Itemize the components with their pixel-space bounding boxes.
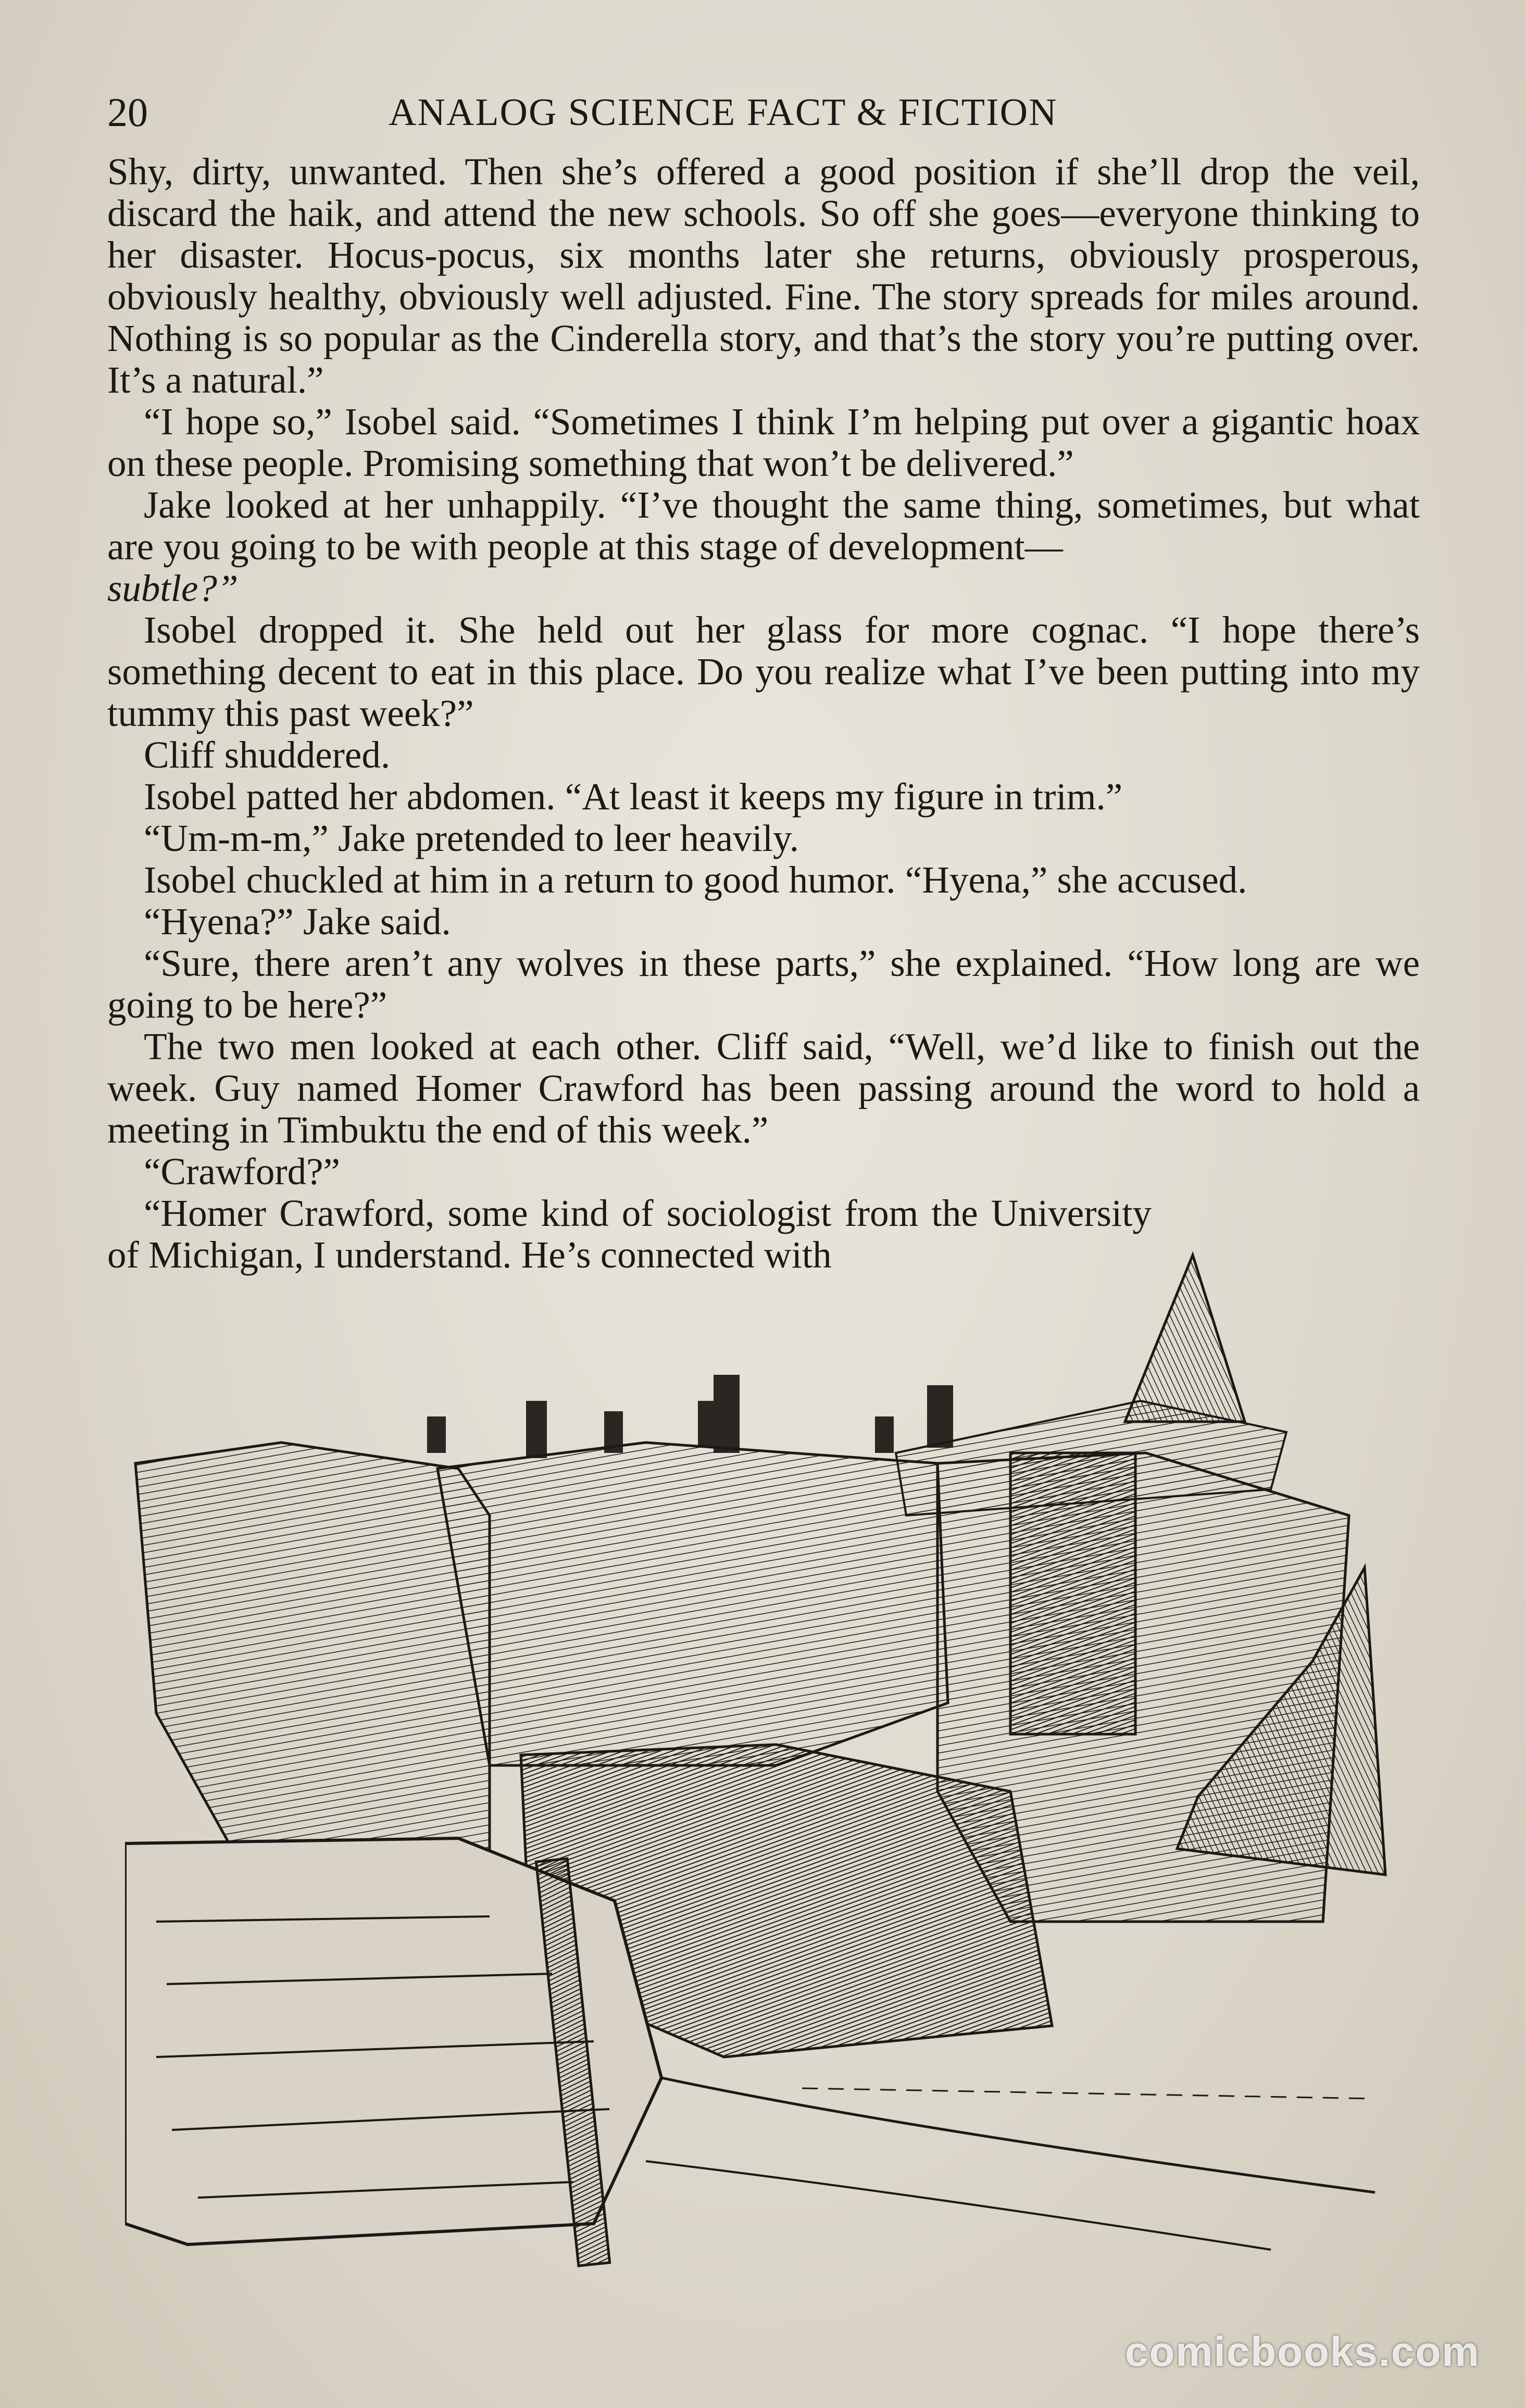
paragraph-4: Isobel dropped it. She held out her glass for more cognac. “I hope there’s something decent to eat in this place. Do you realize what I’ve been putting into my tummy this past week?” (107, 609, 1420, 734)
paragraph-1: Shy, dirty, unwanted. Then she’s offered a good position if she’ll drop the veil, discard the haik, and attend the new schools. So off she goes—everyone thinking to her disaster. Hocus-pocus, six months later she returns, obviously prosperous, obviously healthy, obviously well adjusted. Fine. The story spreads for miles around. Nothing is so popular as the Cinderella story, and that’s the story you’re putting over. It’s a natural.” (107, 150, 1420, 401)
page-number: 20 (107, 90, 148, 135)
paragraph-5: Cliff shuddered. (144, 734, 391, 776)
paragraph-3 (107, 484, 1420, 609)
conical-roof (1125, 1255, 1245, 1422)
paragraph-3-text: Jake looked at her unhappily. “I’ve thought the same thing, sometimes, but what are you going to be with people at this stage of development— (107, 484, 1420, 568)
paragraph-8: Isobel chuckled at him in a return to good humor. “Hyena,” she accused. (144, 859, 1247, 901)
paragraph-6: Isobel patted her abdomen. “At least it keeps my figure in trim.” (144, 775, 1123, 818)
watermark: comicbooks.com (1125, 2328, 1480, 2375)
paragraph-11: The two men looked at each other. Cliff said, “Well, we’d like to finish out the week. Guy named Homer Crawford has been passing around the word to hold a meeting in Timbuktu the end of this week.” (107, 1025, 1420, 1151)
paragraph-3-italic: subtle?” (107, 567, 239, 609)
paragraph-2: “I hope so,” Isobel said. “Sometimes I think I’m helping put over a gigantic hoax on these people. Promising something that won’t be delivered.” (107, 400, 1420, 484)
running-title: ANALOG SCIENCE FACT & FICTION (389, 91, 1058, 134)
story-text (107, 151, 1420, 1276)
village-illustration (125, 1245, 1406, 2281)
paragraph-7: “Um-m-m,” Jake pretended to leer heavily. (144, 817, 799, 859)
mud-buildings (135, 1443, 490, 1885)
paragraph-13: “Homer Crawford, some kind of sociologist from the University of Michigan, I understand. He’s connected with (107, 1192, 1152, 1276)
page-header (107, 87, 1420, 137)
paragraph-9: “Hyena?” Jake said. (144, 900, 451, 943)
paragraph-10: “Sure, there aren’t any wolves in these parts,” she explained. “How long are we going to be here?” (107, 942, 1420, 1026)
paragraph-12: “Crawford?” (144, 1150, 340, 1193)
